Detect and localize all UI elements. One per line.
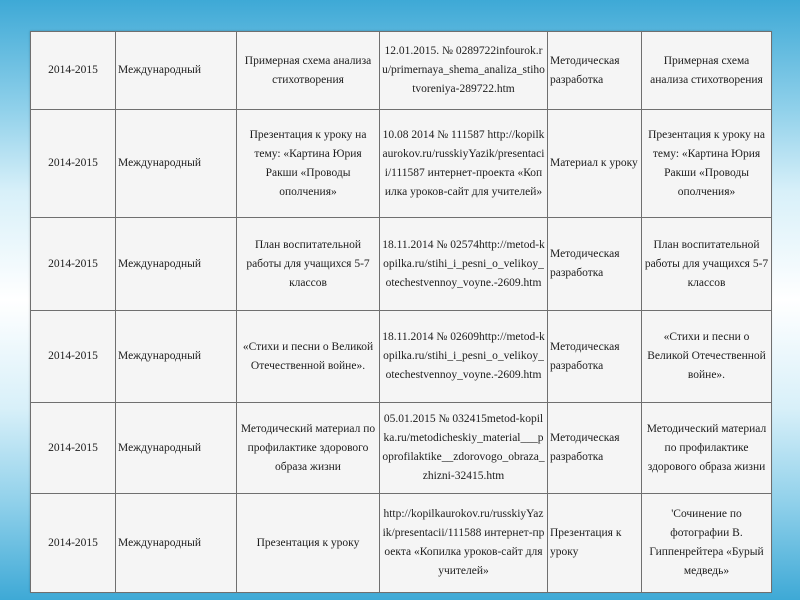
- reference-cell: 18.11.2014 № 02574http://metod-kopilka.ru/stihi_i_pesni_o_velikoy_otechestvennoy_voyne.-2609.htm: [380, 218, 548, 311]
- reference-cell: 05.01.2015 № 032415metod-kopilka.ru/metodicheskiy_material___poprofilaktike__zdorovogo_obraza_zhizni-32415.htm: [380, 403, 548, 494]
- year-cell: 2014-2015: [31, 218, 116, 311]
- level-cell: Международный: [116, 110, 237, 218]
- description-cell: План воспитательной работы для учащихся 5-7 классов: [642, 218, 772, 311]
- description-cell: «Стихи и песни о Великой Отечественной войне».: [642, 311, 772, 403]
- document-page: [30, 31, 771, 592]
- title-cell: Презентация к уроку: [237, 494, 380, 593]
- reference-cell: 10.08 2014 № 111587 http://kopilkaurokov.ru/russkiyYazik/presentacii/111587 интернет-проекта «Копилка уроков-сайт для учителей»: [380, 110, 548, 218]
- description-cell: Примерная схема анализа стихотворения: [642, 32, 772, 110]
- year-cell: 2014-2015: [31, 403, 116, 494]
- type-cell: Методическая разработка: [548, 32, 642, 110]
- title-cell: Примерная схема анализа стихотворения: [237, 32, 380, 110]
- records-table: [30, 31, 772, 593]
- title-cell: Презентация к уроку на тему: «Картина Юрия Ракши «Проводы ополчения»: [237, 110, 380, 218]
- description-cell: Презентация к уроку на тему: «Картина Юрия Ракши «Проводы ополчения»: [642, 110, 772, 218]
- table-row: [31, 110, 772, 218]
- reference-cell: 18.11.2014 № 02609http://metod-kopilka.ru/stihi_i_pesni_o_velikoy_otechestvennoy_voyne.-2609.htm: [380, 311, 548, 403]
- type-cell: Материал к уроку: [548, 110, 642, 218]
- table-row: [31, 311, 772, 403]
- type-cell: Презентация к уроку: [548, 494, 642, 593]
- table-row: [31, 218, 772, 311]
- level-cell: Международный: [116, 32, 237, 110]
- table-row: [31, 494, 772, 593]
- description-cell: 'Сочинение по фотографии В. Гиппенрейтера «Бурый медведь»: [642, 494, 772, 593]
- year-cell: 2014-2015: [31, 110, 116, 218]
- year-cell: 2014-2015: [31, 494, 116, 593]
- year-cell: 2014-2015: [31, 311, 116, 403]
- reference-cell: http://kopilkaurokov.ru/russkiyYazik/presentacii/111588 интернет-проекта «Копилка уроков-сайт для учителей»: [380, 494, 548, 593]
- type-cell: Методическая разработка: [548, 218, 642, 311]
- reference-cell: 12.01.2015. № 0289722infourok.ru/primernaya_shema_analiza_stihotvoreniya-289722.htm: [380, 32, 548, 110]
- title-cell: Методический материал по профилактике здорового образа жизни: [237, 403, 380, 494]
- level-cell: Международный: [116, 403, 237, 494]
- level-cell: Международный: [116, 311, 237, 403]
- title-cell: План воспитательной работы для учащихся 5-7 классов: [237, 218, 380, 311]
- table-row: [31, 32, 772, 110]
- level-cell: Международный: [116, 218, 237, 311]
- year-cell: 2014-2015: [31, 32, 116, 110]
- type-cell: Методическая разработка: [548, 403, 642, 494]
- level-cell: Международный: [116, 494, 237, 593]
- description-cell: Методический материал по профилактике здорового образа жизни: [642, 403, 772, 494]
- title-cell: «Стихи и песни о Великой Отечественной войне».: [237, 311, 380, 403]
- table-row: [31, 403, 772, 494]
- type-cell: Методическая разработка: [548, 311, 642, 403]
